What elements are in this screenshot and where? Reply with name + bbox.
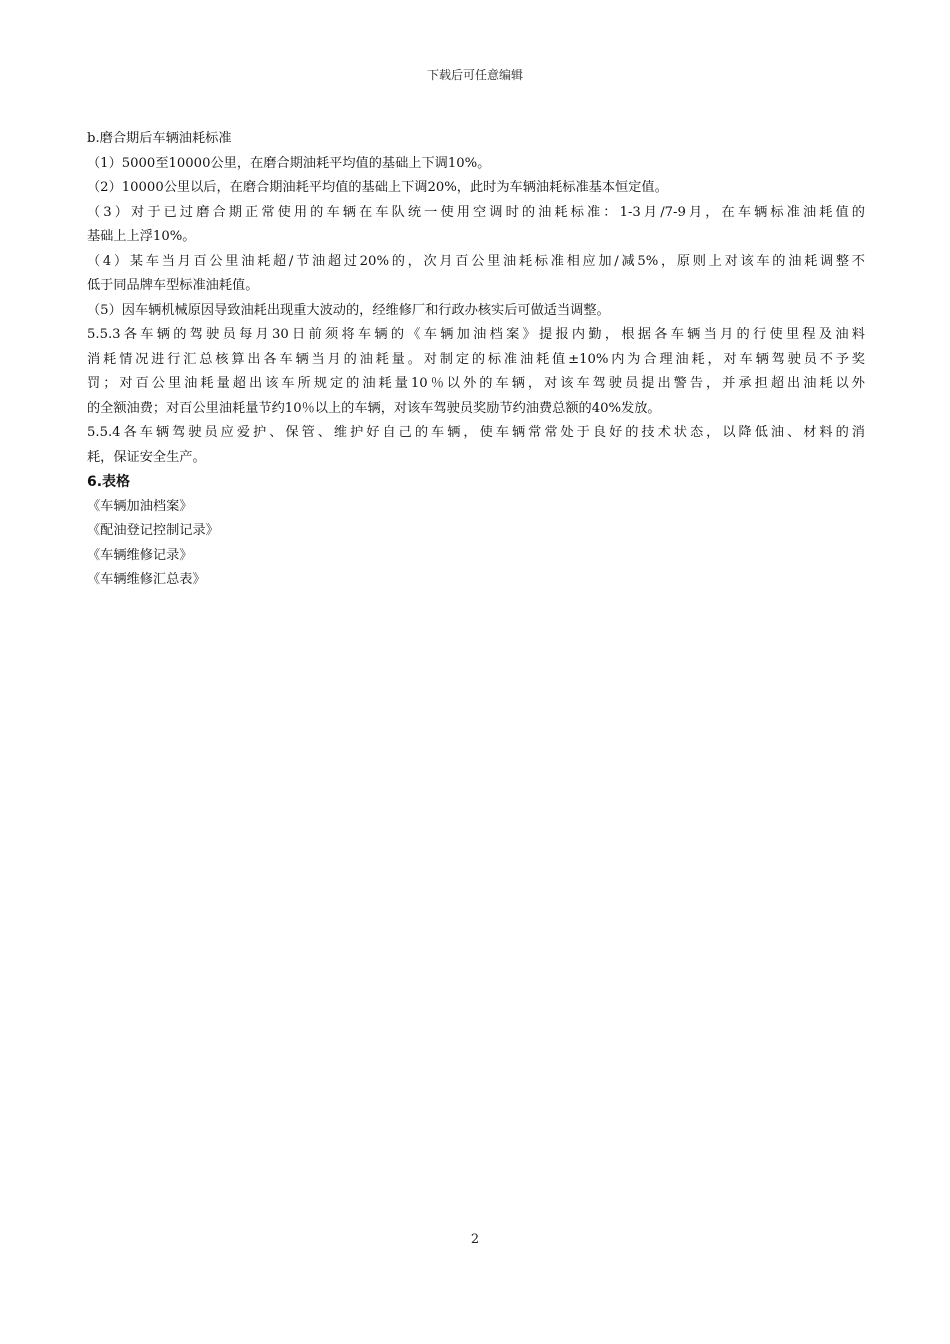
document-body: [87, 127, 865, 593]
form-item: 《配油登记控制记录》: [87, 523, 219, 538]
clause-5-5-3-line-1: 5.5.3各车辆的驾驶员每月30日前须将车辆的《车辆加油档案》提报内勤，根据各车辆当月的行使里程及油料: [87, 327, 865, 342]
standard-item-2: （2）10000公里以后，在磨合期油耗平均值的基础上下调20%，此时为车辆油耗标准基本恒定值。: [87, 180, 668, 195]
standard-item-1: （1）5000至10000公里，在磨合期油耗平均值的基础上下调10%。: [87, 155, 491, 171]
standard-item-3-line-1: （3）对于已过磨合期正常使用的车辆在车队统一使用空调时的油耗标准：1-3月/7-9月，在车辆标准油耗值的: [87, 204, 865, 220]
clause-5-5-3-line-3: 罚；对百公里油耗量超出该车所规定的油耗量10％以外的车辆，对该车驾驶员提出警告，并承担超出油耗以外: [87, 376, 865, 391]
clause-5-5-3-line-2: 消耗情况进行汇总核算出各车辆当月的油耗量。对制定的标准油耗值±10%内为合理油耗，对车辆驾驶员不予奖: [87, 351, 865, 367]
section-6-heading: 6.表格: [87, 474, 131, 490]
standard-item-3-line-2: 基础上上浮10%。: [87, 229, 196, 244]
clause-5-5-4-line-1: 5.5.4各车辆驾驶员应爱护、保管、维护好自己的车辆，使车辆常常处于良好的技术状态，以降低油、材料的消: [87, 425, 865, 440]
clause-5-5-3-line-4: 的全额油费；对百公里油耗量节约10％以上的车辆，对该车驾驶员奖励节约油费总额的40%发放。: [87, 400, 661, 416]
standard-item-5: （5）因车辆机械原因导致油耗出现重大波动的，经维修厂和行政办核实后可做适当调整。: [87, 302, 610, 318]
standard-item-4-line-1: （4）某车当月百公里油耗超/节油超过20%的，次月百公里油耗标准相应加/减5%，原则上对该车的油耗调整不: [87, 253, 865, 269]
form-item: 《车辆维修汇总表》: [87, 572, 206, 587]
page-number: 2: [470, 1232, 480, 1247]
clause-5-5-4-line-2: 耗，保证安全生产。: [87, 449, 206, 465]
subheading-b: b.磨合期后车辆油耗标准: [87, 131, 232, 146]
standard-item-4-line-2: 低于同品牌车型标准油耗值。: [87, 278, 259, 293]
form-item: 《车辆加油档案》: [87, 498, 193, 514]
page-header: 下载后可任意编辑: [426, 68, 523, 82]
form-item: 《车辆维修记录》: [87, 547, 193, 563]
